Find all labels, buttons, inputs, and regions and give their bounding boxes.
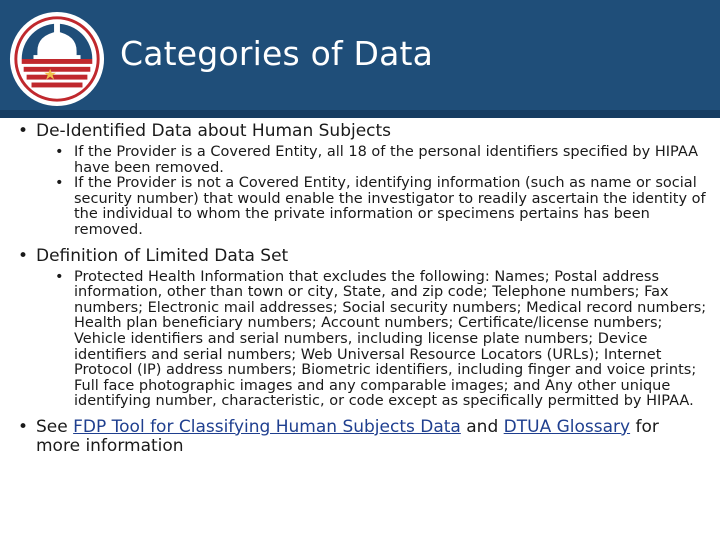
bullet-icon: • xyxy=(55,175,64,192)
fdp-tool-link[interactable]: FDP Tool for Classifying Human Subjects Data xyxy=(73,416,461,437)
list-item-prefix: See xyxy=(36,416,74,437)
bullet-icon: • xyxy=(55,268,64,285)
sub-list-item xyxy=(37,270,708,410)
bullet-icon: • xyxy=(18,245,29,266)
list-item-middle: and xyxy=(460,416,504,437)
bullet-list xyxy=(18,122,708,456)
bullet-icon: • xyxy=(18,416,29,437)
dtua-glossary-link[interactable]: DTUA Glossary xyxy=(503,416,631,437)
list-item-suffix: for more information xyxy=(36,416,659,456)
list-item-text: De-Identified Data about Human Subjects xyxy=(36,121,392,141)
list-item-text: Definition of Limited Data Set xyxy=(36,245,289,266)
bullet-icon: • xyxy=(18,121,29,141)
sub-list-item xyxy=(37,176,708,238)
capitol-dome-seal-icon xyxy=(8,10,106,108)
sub-list-item-text: If the Provider is not a Covered Entity, identifying information (such as name or social security number) that would enable the investigator to readily ascertain the identity of the individual to whom the private information or specimens pertains has been removed. xyxy=(74,175,706,238)
list-item-see-more xyxy=(18,418,708,456)
list-item-limited-data-set xyxy=(18,247,708,266)
page-title: Categories of Data xyxy=(120,34,434,73)
sub-list-item-text: Protected Health Information that excludes the following: Names; Postal address information, other than town or city, State, and zip code; Telephone numbers; Fax numbers; Electronic mail addresses; Social security numbers; Medical record numbers; Health plan beneficiary numbers; Account numbers; Certificate/license numbers; Vehicle identifiers and serial numbers, including license plate numbers; Device identifiers and serial numbers; Web Universal Resource Locators (URLs); Internet Protocol (IP) address numbers; Biometric identifiers, including finger and voice prints; Full face photographic images and any comparable images; and Any other unique identifying number, characteristic, or code except as specifically permitted by HIPAA. xyxy=(74,268,707,410)
sub-list-item-text: If the Provider is a Covered Entity, all 18 of the personal identifiers specified by HIPAA have been removed. xyxy=(74,144,699,176)
list-item-deidentified xyxy=(18,122,708,141)
slide-header xyxy=(0,0,720,118)
bullet-icon: • xyxy=(55,144,64,160)
sub-list-item xyxy=(37,145,708,176)
header-divider xyxy=(0,110,720,118)
